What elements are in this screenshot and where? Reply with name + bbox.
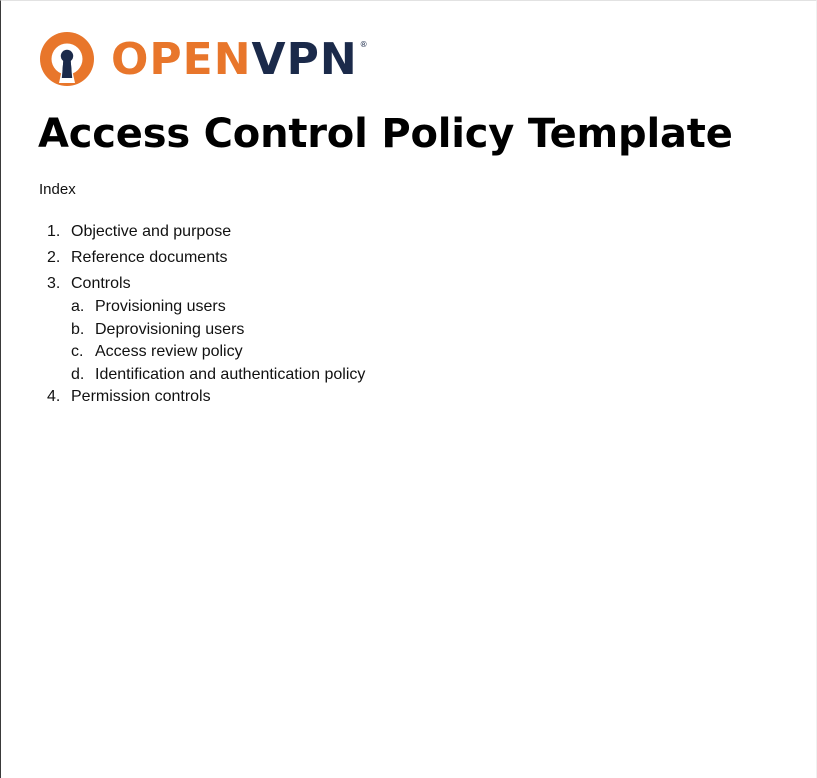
toc-subitem-deprovisioning xyxy=(71,320,365,340)
toc-number: 4. xyxy=(47,388,61,405)
toc-number: 2. xyxy=(47,249,61,266)
toc-sub-label: Deprovisioning users xyxy=(95,320,245,338)
toc-item-controls xyxy=(47,274,365,385)
openvpn-logo xyxy=(39,31,369,86)
toc-number: 1. xyxy=(47,223,61,240)
toc-subitem-provisioning xyxy=(71,297,365,317)
toc-label: Controls xyxy=(71,275,131,292)
toc-sub-label: Provisioning users xyxy=(95,298,226,315)
logo-wordmark xyxy=(111,33,369,85)
toc-sub-letter: a. xyxy=(71,298,85,315)
controls-sublist xyxy=(71,297,365,385)
toc-sub-letter: d. xyxy=(71,365,85,383)
toc-label: Objective and purpose xyxy=(71,223,232,240)
toc-sub-letter: c. xyxy=(71,343,84,360)
table-of-contents xyxy=(47,222,365,413)
toc-number: 3. xyxy=(47,275,61,292)
toc-label: Reference documents xyxy=(71,249,228,266)
keyhole-logo-icon xyxy=(39,31,95,87)
toc-label: Permission controls xyxy=(71,388,211,405)
logo-word-open: OPEN xyxy=(111,33,252,85)
page-title: Access Control Policy Template xyxy=(38,111,733,157)
logo-word-vpn: VPN xyxy=(251,33,358,85)
toc-sub-label: Identification and authentication policy xyxy=(95,365,366,383)
toc-subitem-access-review xyxy=(71,342,365,362)
toc-subitem-identification xyxy=(71,365,365,385)
toc-item-objective xyxy=(47,222,365,242)
toc-sub-label: Access review policy xyxy=(95,343,243,360)
toc-sub-letter: b. xyxy=(71,320,85,338)
index-label: Index xyxy=(39,181,76,198)
toc-item-permission-controls xyxy=(47,387,365,407)
toc-item-reference-documents xyxy=(47,248,365,268)
registered-mark: ® xyxy=(359,39,369,49)
